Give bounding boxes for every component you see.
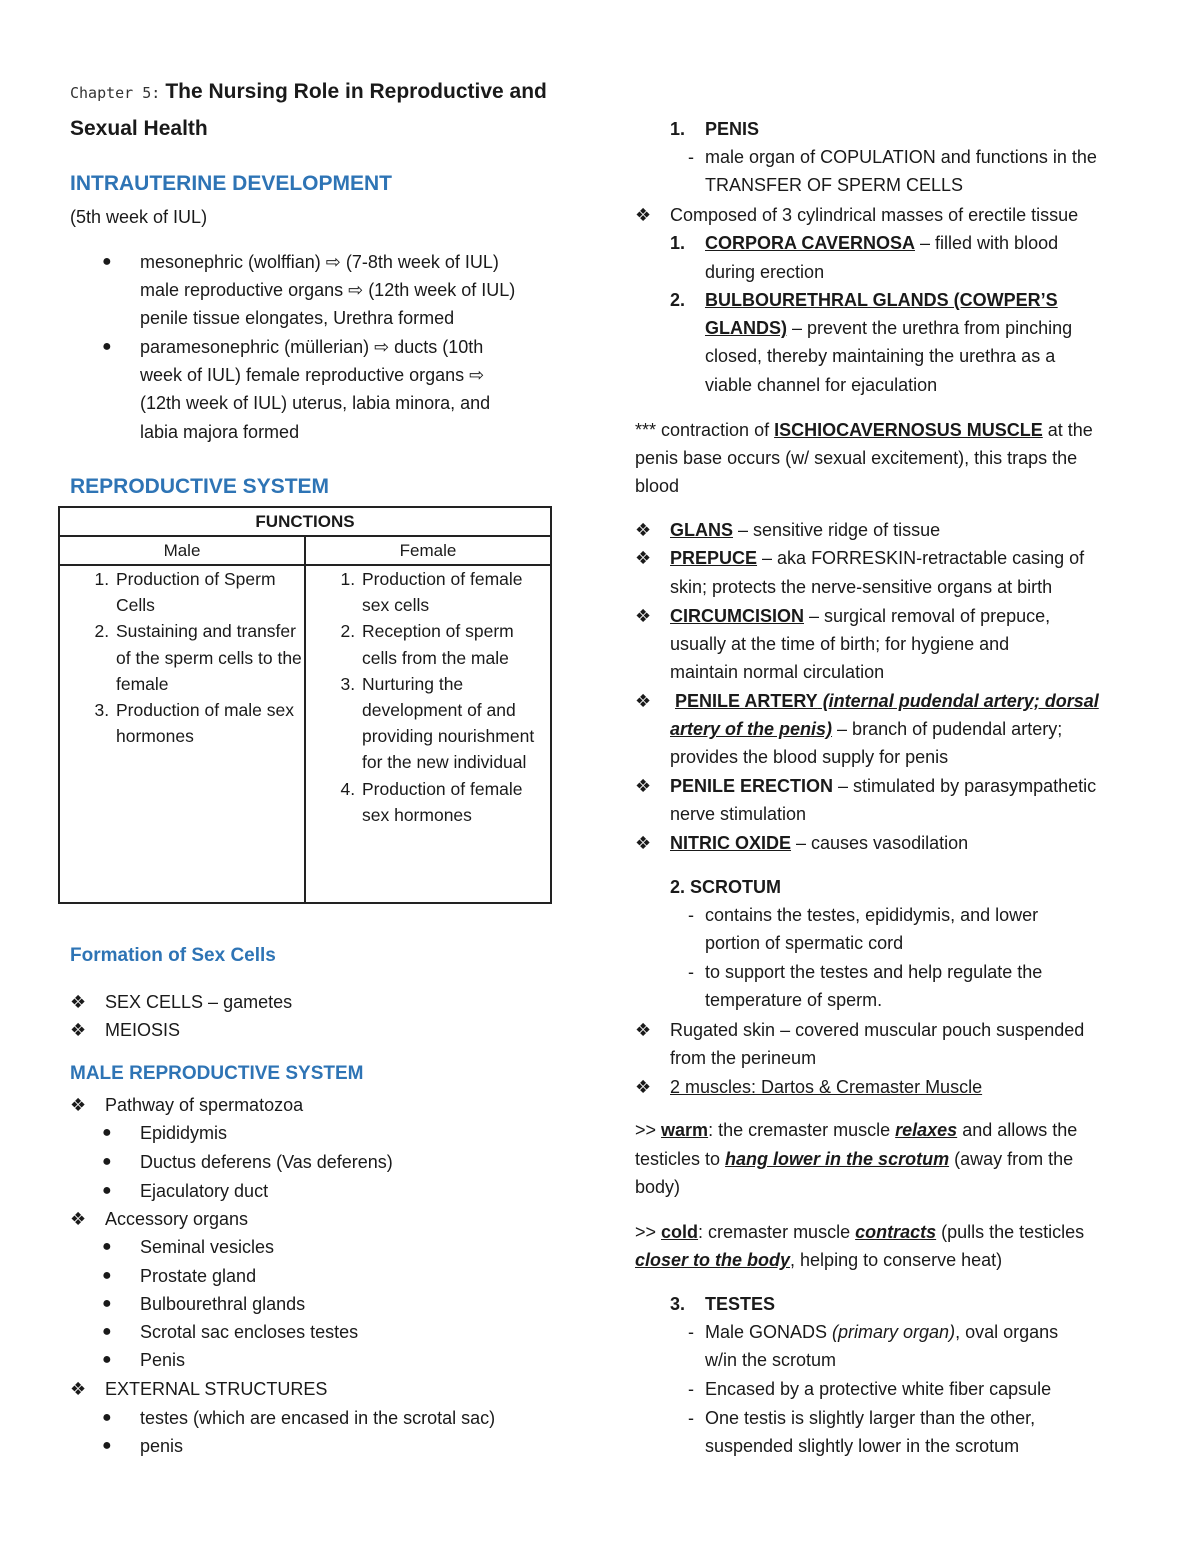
dash-icon: - [688, 905, 694, 925]
artery-term: PENILE ARTERY [675, 691, 818, 711]
ischio-note-line2: penis base occurs (w/ sexual excitement), this traps the [635, 448, 1078, 468]
testes-d1-line2: w/in the scrotum [705, 1350, 837, 1370]
bullet-icon: ● [102, 1238, 112, 1255]
diamond-bullet-icon: ❖ [70, 1209, 87, 1229]
prepuce-line2: skin; protects the nerve-sensitive organs at birth [670, 577, 1053, 597]
diamond-bullet-icon: ❖ [635, 1077, 652, 1097]
diamond-bullet-icon: ❖ [70, 1095, 87, 1115]
warm-relaxes: relaxes [895, 1120, 958, 1140]
bullet-icon: ● [102, 338, 112, 355]
scrotum-heading: 2. SCROTUM [670, 877, 782, 897]
corpora-term: CORPORA CAVERNOSA [705, 233, 916, 253]
mesonephric-line2: male reproductive organs ⇨ (12th week of IUL) [140, 280, 516, 300]
pathway-item: Ductus deferens (Vas deferens) [140, 1152, 393, 1172]
note-prefix: *** contraction of [635, 420, 775, 440]
diamond-bullet-icon: ❖ [70, 1379, 87, 1399]
diamond-bullet-icon: ❖ [635, 776, 652, 796]
artery-line3: provides the blood supply for penis [670, 747, 949, 767]
corpora-line2: during erection [705, 262, 825, 282]
bullet-icon: ● [102, 1124, 112, 1141]
artery-rest: – branch of pudendal artery; [832, 719, 1063, 739]
nitric-rest: – causes vasodilation [791, 833, 969, 853]
dash-icon: - [688, 1408, 694, 1428]
prepuce-term: PREPUCE [670, 548, 758, 568]
accessory-item: Seminal vesicles [140, 1237, 275, 1257]
scrotum-dash2-line1: to support the testes and help regulate the [705, 962, 1043, 982]
circumcision-term: CIRCUMCISION [670, 606, 804, 626]
diamond-bullet-icon: ❖ [70, 992, 87, 1012]
testes-number: 3. [670, 1294, 686, 1314]
bulbourethral-line4: viable channel for ejaculation [705, 375, 938, 395]
erection-line2: nerve stimulation [670, 804, 807, 824]
accessory-item: Scrotal sac encloses testes [140, 1322, 359, 1342]
warm-line3: body) [635, 1177, 681, 1197]
circumcision-item [670, 602, 1050, 631]
warm-term: warm [661, 1120, 709, 1140]
nitric-item [670, 829, 968, 858]
sex-cells-heading: Formation of Sex Cells [70, 945, 276, 966]
diamond-bullet-icon: ❖ [635, 205, 652, 225]
cold-line2-post: , helping to conserve heat) [790, 1250, 1003, 1270]
warm-line2 [635, 1145, 1073, 1174]
paramesonephric-line2: week of IUL) female reproductive organs ⇨ [140, 365, 485, 385]
dash-icon: - [688, 1322, 694, 1342]
erection-term: PENILE ERECTION [670, 776, 834, 796]
bullet-icon: ● [102, 1437, 112, 1454]
intrauterine-heading: INTRAUTERINE DEVELOPMENT [70, 172, 393, 195]
penis-heading: PENIS [705, 119, 760, 139]
bulbourethral-rest: – prevent the urethra from pinching [787, 318, 1073, 338]
cold-line2 [635, 1246, 1002, 1275]
dash-icon: - [688, 1379, 694, 1399]
testes-d3-line2: suspended slightly lower in the scrotum [705, 1436, 1020, 1456]
cold-prefix: >> [635, 1222, 662, 1242]
cold-suffix: (pulls the testicles [936, 1222, 1085, 1242]
external-label: EXTERNAL STRUCTURES [105, 1379, 328, 1399]
table-header-row [60, 537, 550, 566]
artery-line2 [670, 715, 1062, 744]
corpora-rest: – filled with blood [915, 233, 1059, 253]
erection-rest: – stimulated by parasympathetic [833, 776, 1097, 796]
testes-heading: TESTES [705, 1294, 776, 1314]
diamond-bullet-icon: ❖ [70, 1020, 87, 1040]
cold-line2-term: closer to the body [635, 1250, 791, 1270]
muscles-item: 2 muscles: Dartos & Cremaster Muscle [670, 1077, 983, 1097]
circumcision-rest: – surgical removal of prepuce, [804, 606, 1051, 626]
corpora-line1 [705, 229, 1058, 258]
list-item: 1. Production of female sex cells [360, 566, 550, 618]
sub-number: 1. [670, 233, 686, 253]
cold-mid: : cremaster muscle [698, 1222, 856, 1242]
bullet-icon: ● [102, 253, 112, 270]
warm-line2-term: hang lower in the scrotum [725, 1149, 950, 1169]
rugated-line2: from the perineum [670, 1048, 817, 1068]
bullet-icon: ● [102, 1351, 112, 1368]
warm-suffix: and allows the [957, 1120, 1078, 1140]
bulbourethral-line3: closed, thereby maintaining the urethra as a [705, 346, 1056, 366]
list-item: 1. Production of Sperm Cells [114, 566, 304, 618]
dash-icon: - [688, 962, 694, 982]
functions-table [58, 506, 552, 904]
diamond-bullet-icon: ❖ [635, 833, 652, 853]
paramesonephric-line3: (12th week of IUL) uterus, labia minora, and [140, 393, 491, 413]
meiosis-item: MEIOSIS [105, 1020, 181, 1040]
paramesonephric-line1: paramesonephric (müllerian) ⇨ ducts (10th [140, 337, 484, 357]
prepuce-item [670, 544, 1084, 573]
reproductive-heading: REPRODUCTIVE SYSTEM [70, 475, 330, 498]
glans-item [670, 516, 940, 545]
list-item: 3. Production of male sex hormones [114, 697, 304, 749]
penis-desc-line1: male organ of COPULATION and functions in the [705, 147, 1097, 167]
pathway-item: Epididymis [140, 1123, 228, 1143]
testes-d2: Encased by a protective white fiber capsule [705, 1379, 1052, 1399]
penis-number: 1. [670, 119, 686, 139]
testes-d1-post: , oval organs [955, 1322, 1059, 1342]
artery-italic-line2: artery of the penis) [670, 719, 833, 739]
testes-d3-line1: One testis is slightly larger than the other, [705, 1408, 1036, 1428]
table-header-male: Male [60, 537, 306, 564]
cold-contracts: contracts [855, 1222, 937, 1242]
chapter-prefix: Chapter 5: [70, 84, 161, 102]
nitric-term: NITRIC OXIDE [670, 833, 792, 853]
table-body [60, 564, 550, 902]
warm-line2-pre: testicles to [635, 1149, 726, 1169]
list-item: 3. Nurturing the development of and providing nourishment for the new individual [360, 671, 550, 776]
list-item: 2. Reception of sperm cells from the male [360, 618, 550, 670]
diamond-bullet-icon: ❖ [635, 548, 652, 568]
diamond-bullet-icon: ❖ [635, 691, 652, 711]
warm-prefix: >> [635, 1120, 662, 1140]
accessory-item: Prostate gland [140, 1266, 257, 1286]
bulbourethral-term-line2: GLANDS) [705, 318, 787, 338]
document-title [70, 74, 547, 147]
bullet-icon: ● [102, 1182, 112, 1199]
accessory-item: Penis [140, 1350, 186, 1370]
penis-desc-line2: TRANSFER OF SPERM CELLS [705, 175, 964, 195]
erection-item [670, 772, 1096, 801]
ischio-term: ISCHIOCAVERNOSUS MUSCLE [774, 420, 1043, 440]
cold-line1 [635, 1218, 1084, 1247]
chapter-title-line2: Sexual Health [70, 117, 208, 140]
scrotum-dash1-line1: contains the testes, epididymis, and lower [705, 905, 1039, 925]
male-functions-cell [60, 564, 306, 902]
sex-cells-item: SEX CELLS – gametes [105, 992, 293, 1012]
bulbourethral-line2 [705, 314, 1072, 343]
paramesonephric-line4: labia majora formed [140, 422, 300, 442]
scrotum-dash2-line2: temperature of sperm. [705, 990, 883, 1010]
warm-line2-post: (away from the [949, 1149, 1074, 1169]
external-item: testes (which are encased in the scrotal sac) [140, 1408, 496, 1428]
cold-term: cold [661, 1222, 699, 1242]
diamond-bullet-icon: ❖ [635, 520, 652, 540]
testes-d1-line1 [705, 1318, 1058, 1347]
artery-item [675, 687, 1099, 716]
pathway-label: Pathway of spermatozoa [105, 1095, 304, 1115]
diamond-bullet-icon: ❖ [635, 1020, 652, 1040]
list-item: 2. Sustaining and transfer of the sperm cells to the female [114, 618, 304, 697]
ischio-note-line1 [635, 416, 1093, 445]
circumcision-line3: maintain normal circulation [670, 662, 885, 682]
chapter-title-line1: The Nursing Role in Reproductive and [165, 80, 547, 103]
female-functions-cell [306, 564, 550, 902]
note-suffix: at the [1042, 420, 1093, 440]
male-system-heading: MALE REPRODUCTIVE SYSTEM [70, 1063, 364, 1084]
warm-line1 [635, 1116, 1077, 1145]
glans-rest: – sensitive ridge of tissue [733, 520, 941, 540]
table-header-female: Female [399, 541, 457, 560]
warm-mid: : the cremaster muscle [708, 1120, 896, 1140]
table-title: FUNCTIONS [60, 508, 550, 537]
mesonephric-line1: mesonephric (wolffian) ⇨ (7-8th week of IUL) [140, 252, 499, 272]
accessory-label: Accessory organs [105, 1209, 249, 1229]
bullet-icon: ● [102, 1267, 112, 1284]
prepuce-rest: – aka FORRESKIN-retractable casing of [757, 548, 1085, 568]
list-item: 4. Production of female sex hormones [360, 776, 550, 828]
rugated-line1: Rugated skin – covered muscular pouch suspended [670, 1020, 1085, 1040]
penis-composed: Composed of 3 cylindrical masses of erectile tissue [670, 205, 1079, 225]
bulbourethral-term-line1: BULBOURETHRAL GLANDS (COWPER’S [705, 290, 1058, 310]
ischio-note-line3: blood [635, 476, 680, 496]
bullet-icon: ● [102, 1323, 112, 1340]
bullet-icon: ● [102, 1153, 112, 1170]
circumcision-line2: usually at the time of birth; for hygiene and [670, 634, 1010, 654]
accessory-item: Bulbourethral glands [140, 1294, 306, 1314]
testes-d1-pre: Male GONADS [705, 1322, 833, 1342]
pathway-item: Ejaculatory duct [140, 1181, 269, 1201]
scrotum-dash1-line2: portion of spermatic cord [705, 933, 904, 953]
intrauterine-note: (5th week of IUL) [70, 207, 208, 227]
external-item: penis [140, 1436, 184, 1456]
glans-term: GLANS [670, 520, 733, 540]
artery-italic-line1: (internal pudendal artery; dorsal [817, 691, 1099, 711]
sub-number: 2. [670, 290, 686, 310]
bullet-icon: ● [102, 1295, 112, 1312]
dash-icon: - [688, 147, 694, 167]
testes-d1-italic: (primary organ) [832, 1322, 956, 1342]
mesonephric-line3: penile tissue elongates, Urethra formed [140, 308, 455, 328]
bullet-icon: ● [102, 1409, 112, 1426]
diamond-bullet-icon: ❖ [635, 606, 652, 626]
